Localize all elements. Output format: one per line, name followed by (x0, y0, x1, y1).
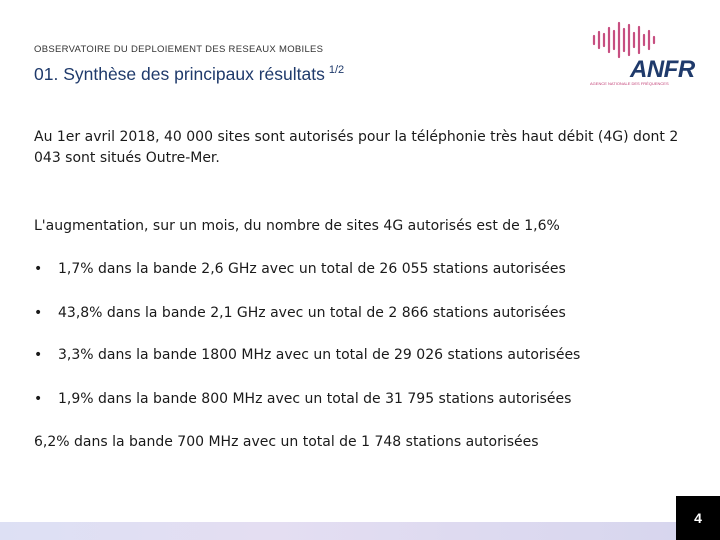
list-item (34, 259, 566, 280)
list-item (34, 345, 580, 366)
signal-wave-icon (588, 20, 692, 60)
page-title (34, 64, 344, 85)
bullet-icon: • (34, 391, 43, 407)
anfr-logo (588, 20, 695, 92)
title-superscript: 1/2 (328, 64, 345, 76)
list-item-text: 1,7% dans la bande 2,6 GHz avec un total de 26 055 stations autorisées (58, 261, 566, 277)
footer-bar (0, 522, 676, 540)
logo-wordmark: ANFR (630, 56, 695, 83)
title-text: 01. Synthèse des principaux résultats (34, 64, 325, 84)
list-item-text: 3,3% dans la bande 1800 MHz avec un total de 29 026 stations autorisées (58, 347, 581, 363)
list-item-text: 1,9% dans la bande 800 MHz avec un total de 31 795 stations autorisées (58, 391, 572, 407)
bullet-icon: • (34, 347, 43, 363)
list-item-text: 43,8% dans la bande 2,1 GHz avec un total de 2 866 stations autorisées (58, 305, 566, 321)
lead-paragraph: L'augmentation, sur un mois, du nombre de sites 4G autorisés est de 1,6% (34, 218, 560, 234)
logo-subtitle: AGENCE NATIONALE DES FRÉQUENCES (590, 81, 669, 86)
intro-paragraph: Au 1er avril 2018, 40 000 sites sont autorisés pour la téléphonie très haut débit (4G) dont 2 043 sont situés Outre-Mer. (34, 129, 679, 166)
list-item (34, 389, 571, 410)
bullet-icon: • (34, 261, 43, 277)
section-kicker: OBSERVATOIRE DU DEPLOIEMENT DES RESEAUX MOBILES (34, 44, 324, 55)
list-item (34, 303, 566, 324)
closing-paragraph: 6,2% dans la bande 700 MHz avec un total de 1 748 stations autorisées (34, 434, 539, 450)
bullet-icon: • (34, 305, 43, 321)
page-number: 4 (676, 496, 720, 540)
